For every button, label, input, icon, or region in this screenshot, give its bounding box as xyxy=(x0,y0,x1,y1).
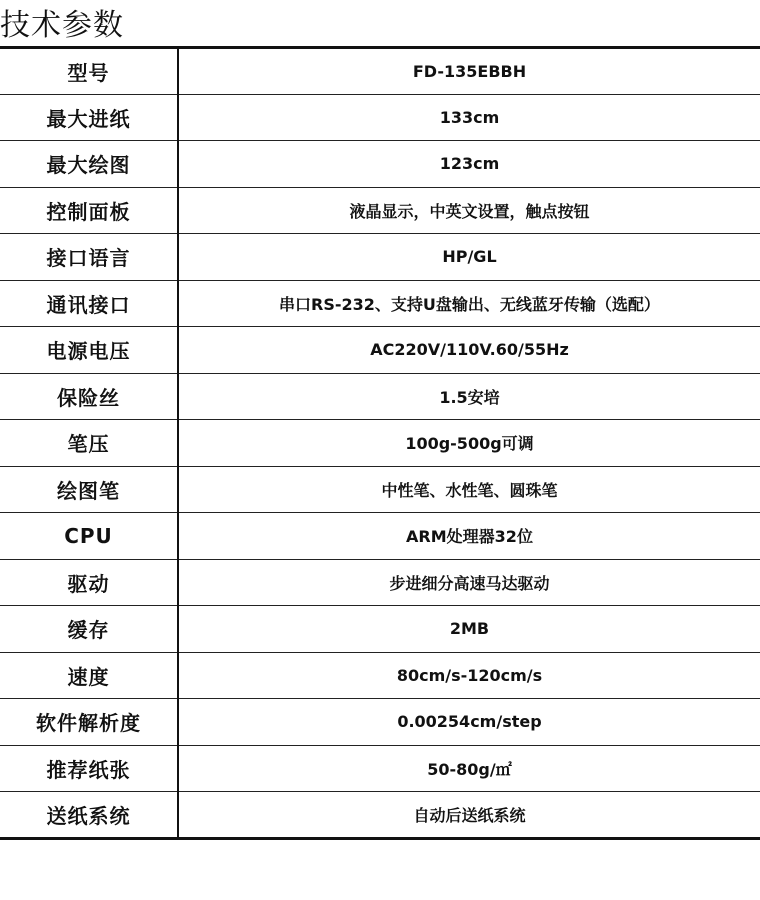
param-value: 液晶显示，中英文设置，触点按钮 xyxy=(178,187,760,234)
param-value: 0.00254cm/step xyxy=(178,699,760,746)
param-value: 1.5安培 xyxy=(178,373,760,420)
param-name: 速度 xyxy=(0,652,178,699)
table-row xyxy=(0,280,760,327)
param-name: 驱动 xyxy=(0,559,178,606)
param-name: 型号 xyxy=(0,48,178,95)
param-value: 2MB xyxy=(178,606,760,653)
table-row xyxy=(0,420,760,467)
table-row xyxy=(0,792,760,839)
param-name: 通讯接口 xyxy=(0,280,178,327)
table-row xyxy=(0,652,760,699)
param-value: FD-135EBBH xyxy=(178,48,760,95)
param-value: HP/GL xyxy=(178,234,760,281)
param-value: ARM处理器32位 xyxy=(178,513,760,560)
param-name: 接口语言 xyxy=(0,234,178,281)
table-row xyxy=(0,466,760,513)
table-row xyxy=(0,745,760,792)
spec-table xyxy=(0,46,760,840)
page-title: 技术参数 xyxy=(0,8,124,43)
param-name: CPU xyxy=(0,513,178,560)
table-row xyxy=(0,606,760,653)
table-row xyxy=(0,327,760,374)
table-row xyxy=(0,559,760,606)
table-row xyxy=(0,699,760,746)
table-row xyxy=(0,141,760,188)
param-value: 123cm xyxy=(178,141,760,188)
param-value: 中性笔、水性笔、圆珠笔 xyxy=(178,466,760,513)
param-value: 133cm xyxy=(178,94,760,141)
param-name: 控制面板 xyxy=(0,187,178,234)
param-value: AC220V/110V.60/55Hz xyxy=(178,327,760,374)
table-row xyxy=(0,513,760,560)
param-value: 50-80g/㎡ xyxy=(178,745,760,792)
param-name: 软件解析度 xyxy=(0,699,178,746)
param-name: 送纸系统 xyxy=(0,792,178,839)
param-value: 串口RS-232、支持U盘输出、无线蓝牙传输（选配） xyxy=(178,280,760,327)
param-value: 100g-500g可调 xyxy=(178,420,760,467)
param-name: 最大进纸 xyxy=(0,94,178,141)
param-name: 电源电压 xyxy=(0,327,178,374)
table-row xyxy=(0,234,760,281)
table-row xyxy=(0,373,760,420)
param-name: 缓存 xyxy=(0,606,178,653)
param-value: 自动后送纸系统 xyxy=(178,792,760,839)
param-name: 保险丝 xyxy=(0,373,178,420)
param-value: 80cm/s-120cm/s xyxy=(178,652,760,699)
param-name: 推荐纸张 xyxy=(0,745,178,792)
table-row xyxy=(0,94,760,141)
param-name: 笔压 xyxy=(0,420,178,467)
table-row xyxy=(0,187,760,234)
param-name: 绘图笔 xyxy=(0,466,178,513)
param-name: 最大绘图 xyxy=(0,141,178,188)
param-value: 步进细分高速马达驱动 xyxy=(178,559,760,606)
table-row xyxy=(0,48,760,95)
